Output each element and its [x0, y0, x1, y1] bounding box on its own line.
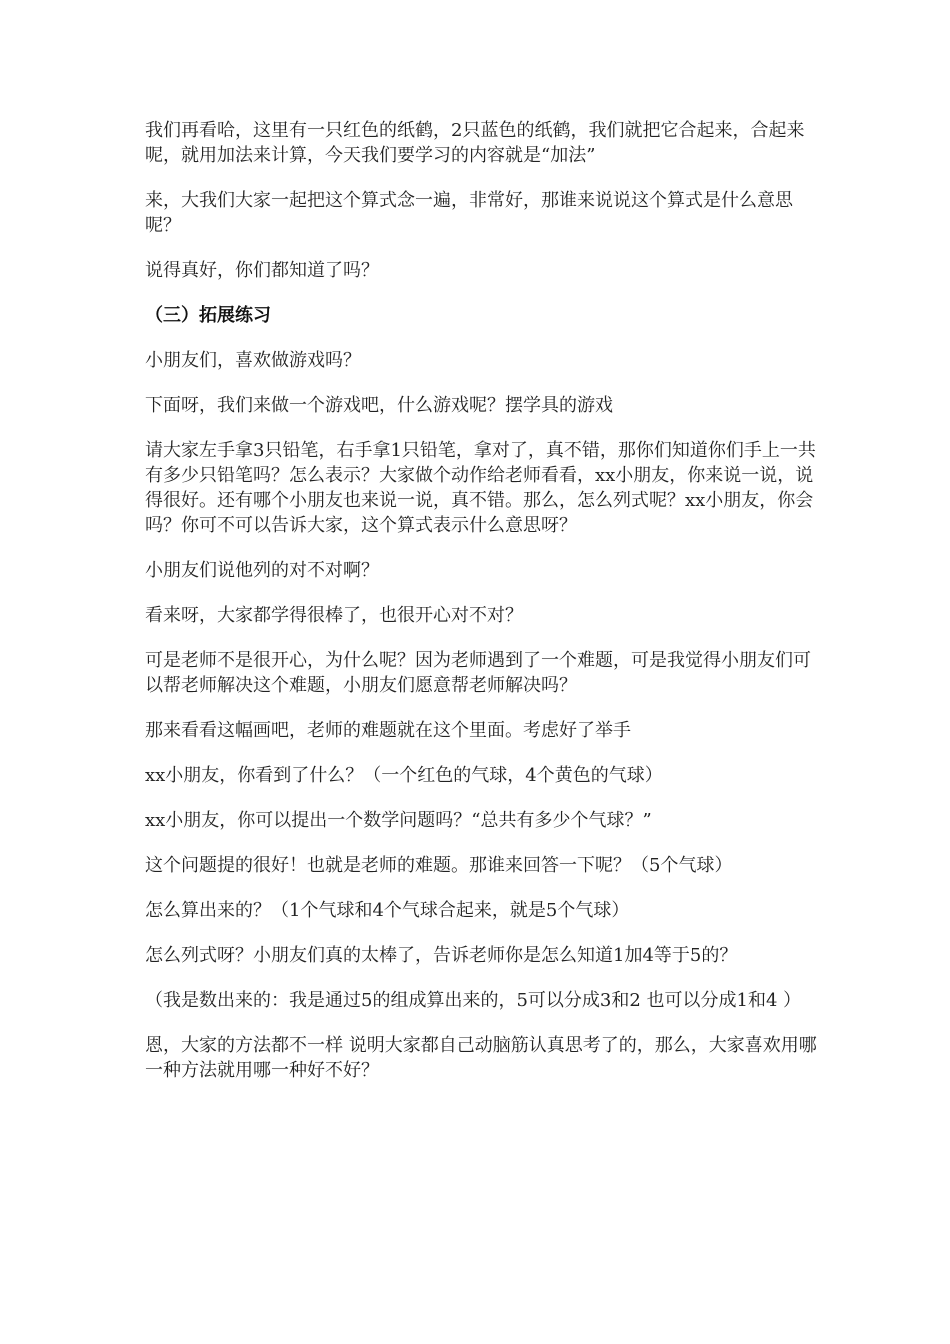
paragraph-11: 那来看看这幅画吧，老师的难题就在这个里面。考虑好了举手 [145, 720, 631, 741]
paragraph-8: 小朋友们说他列的对不对啊？ [145, 560, 379, 581]
paragraph-7: 请大家左手拿3只铅笔，右手拿1只铅笔，拿对了，真不错，那你们知道你们手上一共有多少只铅笔吗？怎么表示？大家做个动作给老师看看，xx小朋友，你来说一说，说得很好。还有哪个小朋友也来说一说，真不错。那么，怎么列式呢？xx小朋友，你会吗？你可不可以告诉大家，这个算式表示什么意思呀？ [145, 440, 816, 536]
paragraph-5: 小朋友们，喜欢做游戏吗？ [145, 350, 361, 371]
paragraph-10: 可是老师不是很开心，为什么呢？因为老师遇到了一个难题，可是我觉得小朋友们可以帮老师解决这个难题，小朋友们愿意帮老师解决吗？ [145, 650, 811, 696]
section-heading: （三）拓展练习 [145, 305, 271, 326]
paragraph-17: （我是数出来的：我是通过5的组成算出来的，5可以分成3和2 也可以分成1和4 ） [145, 990, 802, 1011]
paragraph-3: 说得真好，你们都知道了吗？ [145, 260, 379, 281]
paragraph-2: 来，大我们大家一起把这个算式念一遍，非常好，那谁来说说这个算式是什么意思呢？ [145, 190, 793, 236]
document-page [145, 118, 825, 1103]
paragraph-9: 看来呀，大家都学得很棒了，也很开心对不对？ [145, 605, 523, 626]
paragraph-14: 这个问题提的很好！也就是老师的难题。那谁来回答一下呢？（5个气球） [145, 855, 733, 876]
paragraph-16: 怎么列式呀？小朋友们真的太棒了，告诉老师你是怎么知道1加4等于5的？ [145, 945, 738, 966]
paragraph-1: 我们再看哈，这里有一只红色的纸鹤，2只蓝色的纸鹤，我们就把它合起来，合起来呢，就用加法来计算，今天我们要学习的内容就是“加法” [145, 120, 805, 166]
paragraph-12: xx小朋友，你看到了什么？（一个红色的气球，4个黄色的气球） [145, 765, 663, 786]
paragraph-18: 恩，大家的方法都不一样 说明大家都自己动脑筋认真思考了的，那么，大家喜欢用哪一种方法就用哪一种好不好？ [145, 1035, 817, 1081]
paragraph-15: 怎么算出来的？（1个气球和4个气球合起来，就是5个气球） [145, 900, 630, 921]
paragraph-13: xx小朋友，你可以提出一个数学问题吗？“总共有多少个气球？” [145, 810, 652, 831]
paragraph-6: 下面呀，我们来做一个游戏吧，什么游戏呢？摆学具的游戏 [145, 395, 613, 416]
